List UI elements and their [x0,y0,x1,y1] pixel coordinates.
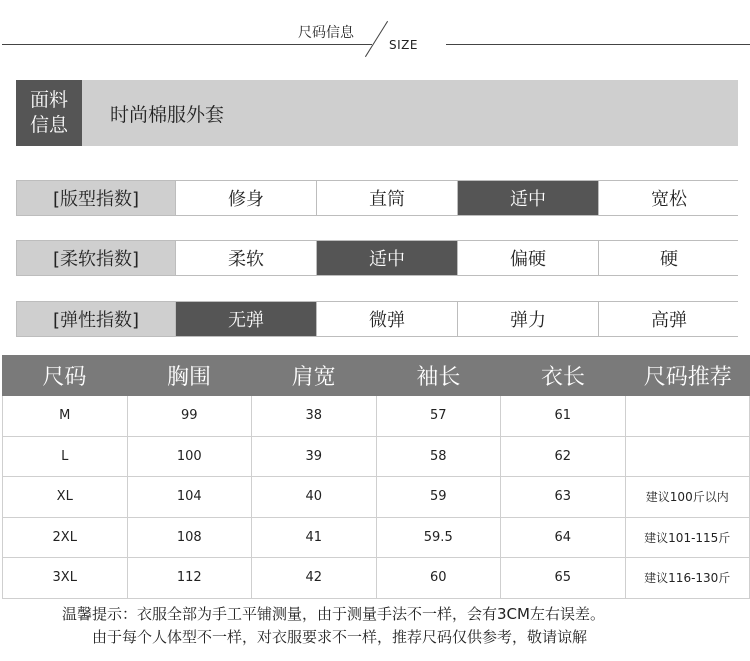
fit-index-label: [版型指数] [17,181,175,215]
softness-index-option: 硬 [598,241,739,275]
header-slash [365,21,388,57]
header-line-left [2,44,372,45]
column-header: 袖长 [416,365,461,390]
table-cell: 104 [127,477,252,517]
fit-index-option: 修身 [175,181,316,215]
softness-index-row [16,240,738,276]
column-header: 尺码推荐 [643,365,732,390]
softness-index-label: [柔软指数] [17,241,175,275]
fabric-label-line1: 面料 [29,89,68,111]
table-cell: XL [2,477,127,517]
elasticity-index-row [16,301,738,337]
table-cell: 建议101-115斤 [625,518,750,558]
table-cell: 112 [127,558,252,598]
table-cell: 59.5 [376,518,501,558]
softness-index-option-selected: 适中 [316,241,457,275]
header-subtitle: SIZE [389,38,418,52]
table-cell: 41 [251,518,376,558]
softness-index-option: 柔软 [175,241,316,275]
elasticity-index-option-selected: 无弹 [175,302,316,336]
table-cell: 108 [127,518,252,558]
table-row [2,477,750,518]
table-row [2,396,750,437]
table-cell: 40 [251,477,376,517]
table-cell [625,437,750,477]
table-cell [625,396,750,436]
table-cell: 59 [376,477,501,517]
column-header: 胸围 [167,365,212,390]
size-table-header [2,355,750,396]
table-cell: 99 [127,396,252,436]
column-header: 衣长 [541,365,586,390]
header-line-right [446,44,750,45]
table-cell: L [2,437,127,477]
header-title: 尺码信息 [298,25,354,41]
fabric-label [16,80,82,146]
table-cell: 建议100斤以内 [625,477,750,517]
table-row [2,518,750,559]
table-cell: 39 [251,437,376,477]
fabric-info [16,80,738,146]
table-row [2,437,750,478]
size-table-body [2,396,750,599]
table-cell: 2XL [2,518,127,558]
elasticity-index-option: 弹力 [457,302,598,336]
fit-index-option: 宽松 [598,181,739,215]
fit-index-option-selected: 适中 [457,181,598,215]
note-line-1: 温馨提示：衣服全部为手工平铺测量，由于测量手法不一样，会有3CM左右误差。 [62,605,605,623]
column-header: 尺码 [42,365,87,390]
elasticity-index-label: [弹性指数] [17,302,175,336]
column-header: 肩宽 [291,365,336,390]
table-cell: 42 [251,558,376,598]
table-cell: M [2,396,127,436]
table-cell: 61 [500,396,625,436]
table-cell: 38 [251,396,376,436]
table-row [2,558,750,599]
fabric-value: 时尚棉服外套 [110,104,225,126]
elasticity-index-option: 高弹 [598,302,739,336]
table-cell: 63 [500,477,625,517]
fit-index-option: 直筒 [316,181,457,215]
table-cell: 60 [376,558,501,598]
table-cell: 64 [500,518,625,558]
elasticity-index-option: 微弹 [316,302,457,336]
softness-index-option: 偏硬 [457,241,598,275]
table-cell: 3XL [2,558,127,598]
note-line-2: 由于每个人体型不一样，对衣服要求不一样，推荐尺码仅供参考，敬请谅解 [92,628,588,646]
table-cell: 57 [376,396,501,436]
fit-index-row [16,180,738,216]
table-cell: 建议116-130斤 [625,558,750,598]
fabric-label-line2: 信息 [29,114,68,136]
table-cell: 100 [127,437,252,477]
table-cell: 58 [376,437,501,477]
table-cell: 65 [500,558,625,598]
table-cell: 62 [500,437,625,477]
